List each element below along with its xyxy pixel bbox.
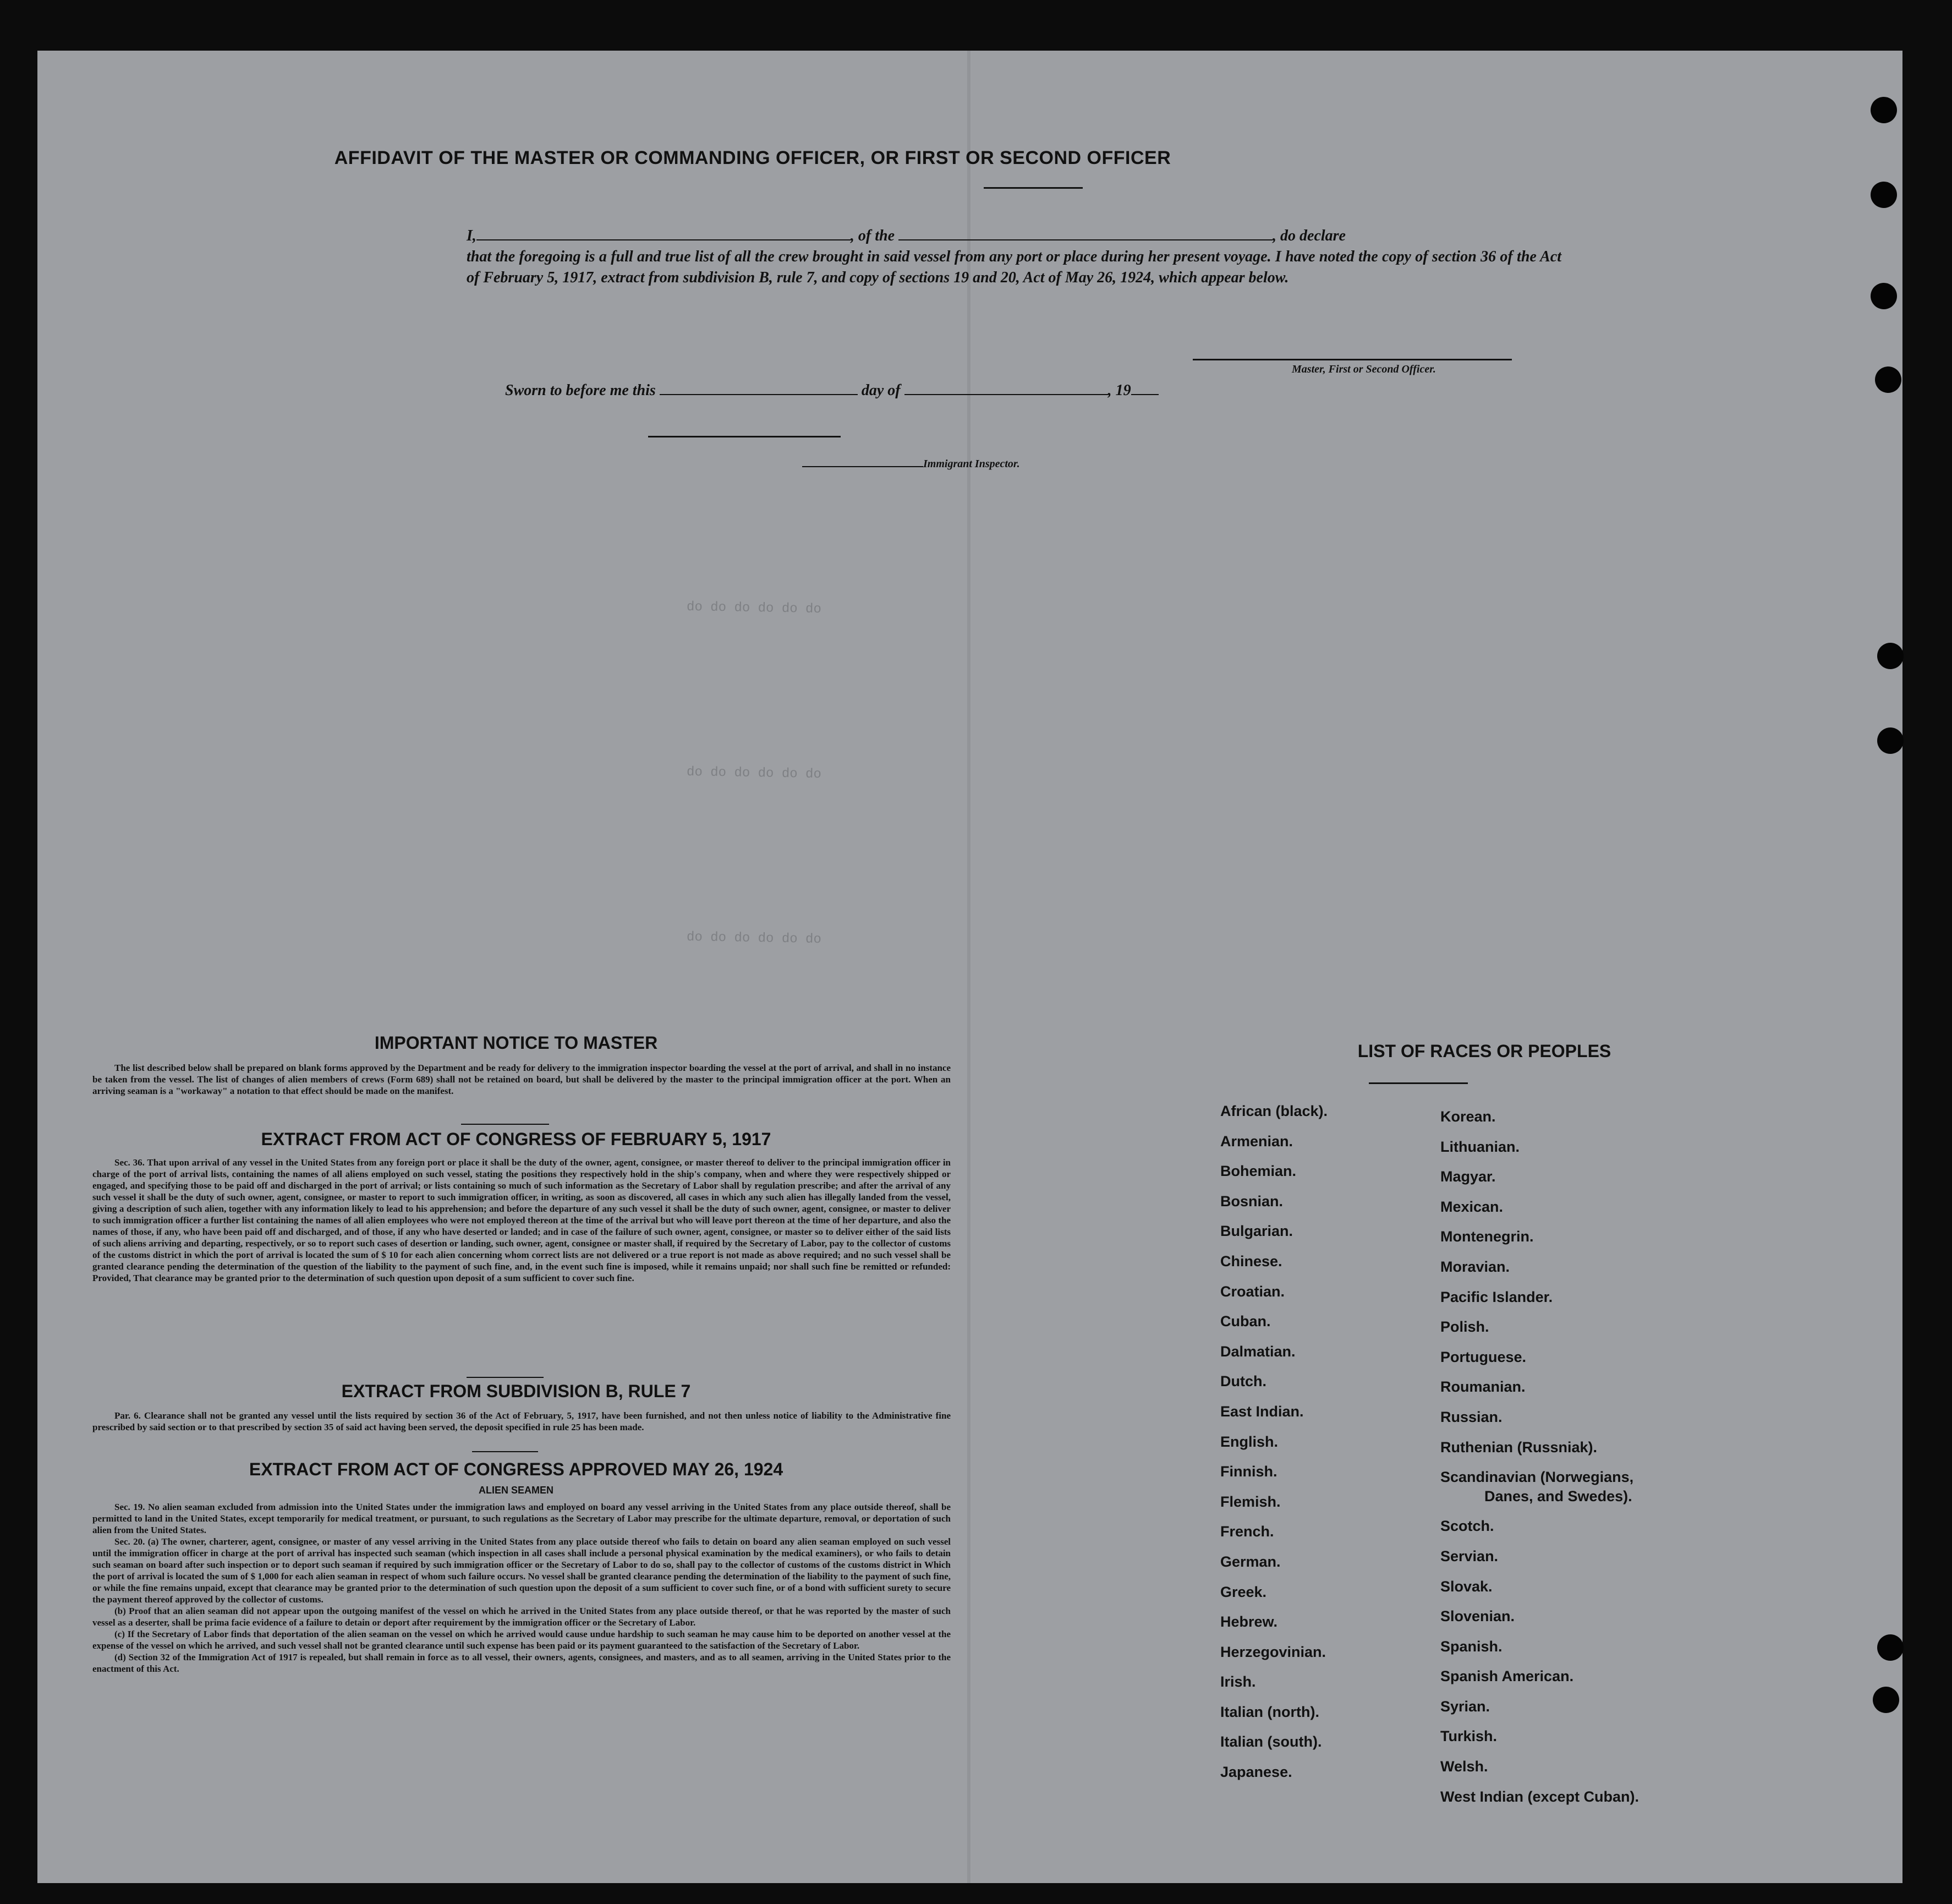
extract-1917-title: EXTRACT FROM ACT OF CONGRESS OF FEBRUARY 5, 1917: [261, 1129, 771, 1149]
binder-hole: [1873, 1687, 1899, 1713]
races-right-column: [1440, 1102, 1639, 1812]
divider: [461, 1124, 549, 1125]
bleed-through-row: do do do do do do: [686, 599, 822, 617]
race-item: Scandinavian (Norwegians,: [1440, 1469, 1634, 1486]
divider: [1369, 1082, 1468, 1084]
sec-20a: Sec. 20. (a) The owner, charterer, agent, consignee, or master of any vessel arriving in the United States from any place outside thereof who fails to detain on board any alien seaman employed on such vessel until the immigration officer in charge at the port of arrival has inspected such seaman (which inspection in all cases shall include a personal physical examination by the medical examiners), or who fails to detain such seaman on board after such inspection or to deport such seaman if required by such immigration officer or the Secretary of Labor to do so, shall pay to the collector of customs of the customs district in Which the port of arrival is located the sum of $ 1,000 for each alien seaman in respect of whom such failure occurs. No vessel shall be granted clearance pending the determination of the liability to the payment of such fine, or while the fine remains unpaid, except that clearance may be granted prior to the determination of such question upon the deposit of a sum sufficient to cover such fine, or of a bond with sufficient surety to secure the payment thereof approved by the collector of customs.: [92, 1536, 951, 1605]
divider: [472, 1451, 538, 1452]
sec-20b: (b) Proof that an alien seaman did not appear upon the outgoing manifest of the vessel on which he arrived in the United States from any place outside thereof, or that he was reported by the master of such vessel as a deserter, shall be prima facie evidence of a failure to detain or deport after requirement by the immigration officer or the Secretary of Labor.: [92, 1606, 951, 1628]
binder-hole: [1877, 1634, 1904, 1661]
sworn-day-label: day of: [861, 382, 901, 399]
bleed-through-row: do do do do do do: [686, 764, 822, 783]
race-item: Polish.: [1440, 1318, 1489, 1336]
race-item: Turkish.: [1440, 1728, 1498, 1745]
extract-1924-title: EXTRACT FROM ACT OF CONGRESS APPROVED MAY 26, 1924: [249, 1459, 783, 1479]
race-item: Spanish American.: [1440, 1668, 1574, 1685]
binder-hole: [1877, 727, 1904, 754]
race-item: German.: [1220, 1553, 1281, 1570]
race-item: Portuguese.: [1440, 1348, 1527, 1365]
signature-line: [1193, 359, 1512, 360]
race-item: Scotch.: [1440, 1518, 1494, 1535]
race-item: Syrian.: [1440, 1698, 1490, 1715]
notice-text: The list described below shall be prepared on blank forms approved by the Department and be ready for delivery to the immigration inspector boarding the vessel at the port of arrival, and shall in no instance be taken from the vessel. The list of changes of alien members of crews (Form 689) shall not be retained on board, but shall be delivered by the master to the principal immigration officer at the port. When an arriving seaman is a "workaway" a notation to that effect should be made on the manifest.: [92, 1063, 951, 1096]
race-item: Croatian.: [1220, 1283, 1285, 1300]
inspector-label: Immigrant Inspector.: [923, 458, 1020, 470]
binder-hole: [1871, 283, 1897, 309]
race-item: Pacific Islander.: [1440, 1288, 1553, 1305]
race-item: Finnish.: [1220, 1463, 1277, 1480]
sworn-year-field: [1131, 381, 1159, 395]
sworn-year-label: , 19: [1107, 382, 1131, 399]
race-item: Magyar.: [1440, 1168, 1496, 1185]
declare-suffix: , do declare: [1273, 227, 1346, 244]
race-item: Flemish.: [1220, 1493, 1281, 1510]
race-item: Greek.: [1220, 1583, 1267, 1600]
inspector-line: [648, 436, 841, 437]
divider: [984, 187, 1083, 189]
race-item: Danes, and Swedes).: [1484, 1487, 1632, 1504]
vessel-name-field: [898, 226, 1273, 240]
races-title: LIST OF RACES OR PEOPLES: [1357, 1041, 1611, 1061]
race-item: West Indian (except Cuban).: [1440, 1788, 1640, 1805]
document-sheet: [37, 51, 1902, 1883]
sec-20c: (c) If the Secretary of Labor finds that deportation of the alien seaman on the vessel on which he arrived would cause undue hardship to such seaman he may cause him to be deported on another vessel at the expense of the vessel on which he arrived, and such vessel shall not be granted clearance until such expense has been paid or its payment guaranteed to the satisfaction of the Secretary of Labor.: [92, 1629, 951, 1651]
race-item: Ruthenian (Russniak).: [1440, 1438, 1598, 1456]
affidavit-body: that the foregoing is a full and true list of all the crew brought in said vessel from any port or place during her present voyage. I have noted the copy of section 36 of the Act of February 5, 1917, extract from subdivision B, rule 7, and copy of sections 19 and 20, Act of May 26, 1924, which appear below.: [467, 248, 1561, 286]
sworn-line: [505, 381, 1159, 400]
race-item: Russian.: [1440, 1408, 1503, 1425]
alien-seamen-subtitle: ALIEN SEAMEN: [478, 1485, 553, 1496]
extract-1917-text: Sec. 36. That upon arrival of any vessel in the United States from any foreign port or place it shall be the duty of the owner, agent, consignee, or master thereof to deliver to the principal immigration officer in charge of the port of arrival lists, containing the names of all aliens employed on such vessel, stating the positions they respectively hold in the ship's company, when and where they were respectively shipped or engaged, and specifying those to be paid off and discharged in the port of arrival; or lists containing so much of such information as the Secretary of Labor shall by regulation prescribe; and after the arrival of any such vessel it shall be the duty of such owner, agent, consignee, or master to report to such immigration officer, in writing, as soon as discovered, all cases in which any such alien has illegally landed from the vessel, giving a description of such alien, together with any information likely to lead to his apprehension; and before the departure of any such vessel it shall be the duty of such owner, agent, consignee, or master to deliver to such immigration officer a further list containing the names of all alien employees who were not employed thereon at the time of the arrival but who will leave port thereon at the time of her departure, and also the names of those, if any, who have been paid off and discharged, and of those, if any who have deserted or landed; and in case of the failure of such owner, agent, consignee, or master so to deliver either of the said lists of such aliens arriving and departing, respectively, or so to report such cases of desertion or landing, such owner, agent, consignee or master shall, if required by the Secretary of Labor, pay to the collector of customs of the customs district in which the port of arrival is located the sum of $ 10 for each alien concerning whom correct lists are not delivered or a true report is not made as above required; and no such vessel shall be granted clearance pending the determination of the question of the liability to the payment of such fine, and, in the event such fine is imposed, while it remains unpaid; nor shall such fine be remitted or refunded: Provided, That clearance may be granted prior to the determination of such question upon deposit of a sum sufficient to cover such fine.: [92, 1157, 951, 1283]
race-item: Montenegrin.: [1440, 1228, 1534, 1245]
race-item: Irish.: [1220, 1673, 1256, 1690]
races-left-column: [1220, 1096, 1328, 1787]
affidavit-line1: [467, 226, 1561, 247]
race-item: Dutch.: [1220, 1373, 1266, 1390]
race-item: Servian.: [1440, 1547, 1499, 1564]
sworn-day-field: [660, 381, 858, 395]
race-item: African (black).: [1220, 1103, 1328, 1119]
race-item: Chinese.: [1220, 1252, 1282, 1270]
sec-19: Sec. 19. No alien seaman excluded from admission into the United States under the immigration laws and employed on board any vessel arriving in the United States from any place outside thereof, shall be permitted to land in the United States, except temporarily for medical treatment, or pursuant, to such regulations as the Secretary of Labor may prescribe for the ultimate departure, removal, or deportation of such alien from the United States.: [92, 1502, 951, 1535]
race-item: East Indian.: [1220, 1403, 1304, 1420]
race-item: Bosnian.: [1220, 1192, 1284, 1210]
center-fold: [967, 51, 970, 1883]
extract-rule7-title: EXTRACT FROM SUBDIVISION B, RULE 7: [341, 1381, 691, 1401]
race-item: Italian (north).: [1220, 1703, 1319, 1720]
vessel-prefix: , of the: [850, 227, 895, 244]
race-item: Slovak.: [1440, 1578, 1493, 1595]
race-item: Slovenian.: [1440, 1608, 1515, 1625]
sec-20d: (d) Section 32 of the Immigration Act of 1917 is repealed, but shall remain in force as to all vessel, their owners, agents, consignees, and masters, and as to all seamen, arriving in the United States prior to the enactment of this Act.: [92, 1652, 951, 1674]
race-item: Hebrew.: [1220, 1613, 1278, 1631]
race-item: French.: [1220, 1523, 1274, 1540]
race-item: Bulgarian.: [1220, 1223, 1293, 1240]
binder-hole: [1877, 643, 1904, 669]
race-item: Roumanian.: [1440, 1378, 1526, 1396]
race-item: Armenian.: [1220, 1132, 1293, 1150]
race-item: Japanese.: [1220, 1764, 1292, 1781]
extract-rule7-text: Par. 6. Clearance shall not be granted any vessel until the lists required by section 36 of the Act of February, 5, 1917, have been furnished, and not then unless notice of liability to the Administrative fine prescribed by said section or to that prescribed by section 35 of said act having been served, the deposit specified in rule 25 has been made.: [92, 1410, 951, 1432]
race-item: Welsh.: [1440, 1758, 1488, 1775]
race-item: Herzegovinian.: [1220, 1643, 1326, 1660]
inspector-line-short: [802, 466, 923, 467]
race-item: Korean.: [1440, 1108, 1496, 1125]
race-item: Lithuanian.: [1440, 1138, 1520, 1155]
race-item: English.: [1220, 1433, 1279, 1450]
extract-1924-text: [92, 1501, 951, 1675]
race-item: Italian (south).: [1220, 1733, 1322, 1750]
binder-hole: [1871, 97, 1897, 123]
race-item: Spanish.: [1440, 1638, 1503, 1655]
declarant-prefix: I,: [467, 227, 476, 244]
race-item: Mexican.: [1440, 1198, 1504, 1215]
divider: [467, 1377, 544, 1378]
notice-title: IMPORTANT NOTICE TO MASTER: [374, 1033, 658, 1053]
affidavit-text: [467, 226, 1561, 288]
affidavit-title: AFFIDAVIT OF THE MASTER OR COMMANDING OFFICER, OR FIRST OR SECOND OFFICER: [334, 147, 1171, 168]
declarant-name-field: [476, 226, 851, 240]
sworn-prefix: Sworn to before me this: [505, 382, 656, 399]
race-item: Dalmatian.: [1220, 1343, 1296, 1360]
race-item: Cuban.: [1220, 1313, 1271, 1330]
race-item: Bohemian.: [1220, 1163, 1297, 1180]
bleed-through-row: do do do do do do: [686, 929, 822, 948]
race-item: Moravian.: [1440, 1258, 1510, 1275]
binder-hole: [1871, 182, 1897, 208]
signature-label: Master, First or Second Officer.: [1292, 363, 1436, 375]
binder-hole: [1875, 366, 1901, 393]
sworn-month-field: [904, 381, 1108, 395]
